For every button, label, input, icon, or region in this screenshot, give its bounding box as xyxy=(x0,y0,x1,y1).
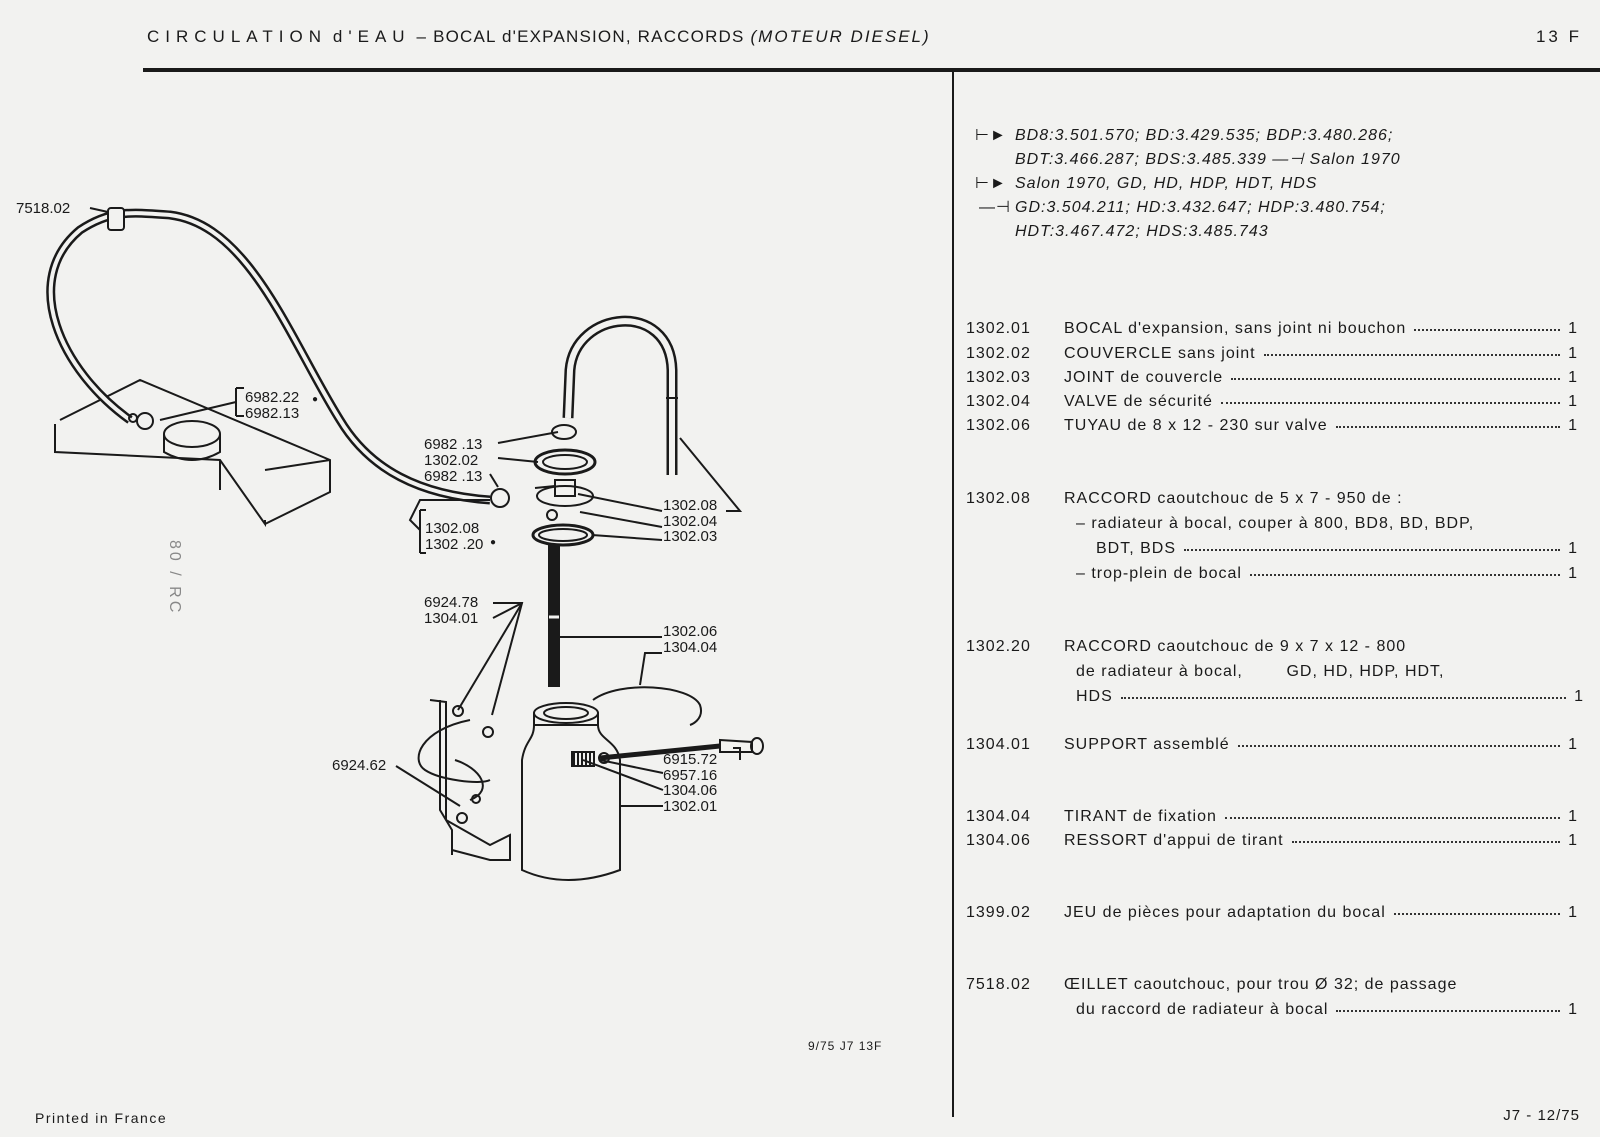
callout-1302-01: 1302.01 xyxy=(663,798,718,815)
part-desc: JOINT de couvercle xyxy=(1064,369,1224,386)
part-desc: COUVERCLE sans joint xyxy=(1064,345,1256,362)
part-ref: 1304.06 xyxy=(966,832,1031,849)
serial-text: Salon 1970, GD, HD, HDP, HDT, HDS xyxy=(1015,175,1318,192)
part-ref: 1304.04 xyxy=(966,808,1031,825)
page-title xyxy=(147,27,931,47)
part-desc: RACCORD caoutchouc de 5 x 7 - 950 de : xyxy=(1064,490,1403,507)
title-eau: d'EAU xyxy=(332,27,411,46)
part-ref: 1399.02 xyxy=(966,904,1031,921)
part-desc: RACCORD caoutchouc de 9 x 7 x 12 - 800 xyxy=(1064,638,1407,655)
part-ref: 1302.03 xyxy=(966,369,1031,386)
part-desc: RESSORT d'appui de tirant xyxy=(1064,832,1284,849)
part-ref: 1302.06 xyxy=(966,417,1031,434)
callout-6982-13-radiator: 6982.13 xyxy=(245,405,300,422)
column-divider xyxy=(952,72,954,1117)
part-desc: SUPPORT assemblé xyxy=(1064,736,1230,753)
callout-1302-04: 1302.04 xyxy=(663,513,718,530)
title-bocal: – BOCAL d'EXPANSION, RACCORDS xyxy=(410,27,751,46)
serial-row xyxy=(975,196,1401,220)
start-arrow-icon: ⊢► xyxy=(975,175,1007,192)
serial-row xyxy=(975,220,1401,244)
list-item xyxy=(966,320,1578,345)
list-item xyxy=(966,808,1578,833)
edition-code: J7 - 12/75 xyxy=(1503,1107,1580,1124)
part-desc: BOCAL d'expansion, sans joint ni bouchon xyxy=(1064,320,1407,337)
part-ref: 1302.02 xyxy=(966,345,1031,362)
callout-1304-06: 1304.06 xyxy=(663,782,718,799)
part-qty: 1 xyxy=(1568,393,1578,410)
part-desc-line: – radiateur à bocal, couper à 800, BD8, BD, BDP, xyxy=(1076,515,1475,532)
serial-text: BDT:3.466.287; BDS:3.485.339 —⊣ Salon 1970 xyxy=(1015,151,1401,168)
serial-text: GD:3.504.211; HD:3.432.647; HDP:3.480.754; xyxy=(1015,199,1386,216)
part-qty: 1 xyxy=(1568,736,1578,753)
part-desc-line: HDS xyxy=(1076,688,1113,705)
serial-text: BD8:3.501.570; BD:3.429.535; BDP:3.480.286; xyxy=(1015,127,1394,144)
list-item xyxy=(966,736,1578,761)
part-qty: 1 xyxy=(1568,832,1578,849)
part-desc: ŒILLET caoutchouc, pour trou Ø 32; de passage xyxy=(1064,976,1458,993)
part-qty: 1 xyxy=(1568,540,1578,557)
list-item xyxy=(966,976,1578,1026)
callout-1304-01: 1304.01 xyxy=(424,610,479,627)
list-item xyxy=(966,345,1578,370)
part-qty: 1 xyxy=(1568,904,1578,921)
title-engine-type: (MOTEUR DIESEL) xyxy=(750,27,931,46)
callout-1302-20: 1302 .20 xyxy=(425,536,484,553)
list-item xyxy=(966,904,1578,929)
callout-1304-04: 1304.04 xyxy=(663,639,718,656)
part-qty: 1 xyxy=(1568,417,1578,434)
callout-6982-22: 6982.22 xyxy=(245,389,300,406)
part-desc-line: BDT, BDS xyxy=(1096,540,1177,557)
page-number: 13 F xyxy=(1535,27,1582,46)
part-desc-line: du raccord de radiateur à bocal xyxy=(1076,1001,1329,1018)
list-item xyxy=(966,490,1578,590)
part-qty: 1 xyxy=(1568,345,1578,362)
part-qty: 1 xyxy=(1568,1001,1578,1018)
serial-applicability xyxy=(975,124,1401,244)
print-code: 9/75 J7 13F xyxy=(808,1039,883,1053)
part-qty: 1 xyxy=(1568,808,1578,825)
part-desc-line: – trop-plein de bocal xyxy=(1076,565,1242,582)
list-item xyxy=(966,417,1578,442)
part-desc: TUYAU de 8 x 12 - 230 sur valve xyxy=(1064,417,1328,434)
printed-in: Printed in France xyxy=(35,1110,168,1126)
callout-1302-08-right: 1302.08 xyxy=(663,497,718,514)
part-desc-line: de radiateur à bocal, GD, HD, HDP, HDT, xyxy=(1076,663,1445,680)
callout-1302-08-left: 1302.08 xyxy=(425,520,480,537)
part-ref: 7518.02 xyxy=(966,976,1031,993)
callout-6982-13-top: 6982 .13 xyxy=(424,436,483,453)
bullet-6982-22: ● xyxy=(312,394,319,405)
callout-7518-02: 7518.02 xyxy=(16,200,71,217)
callout-1302-02: 1302.02 xyxy=(424,452,479,469)
callout-6982-13-hose: 6982 .13 xyxy=(424,468,483,485)
part-desc: TIRANT de fixation xyxy=(1064,808,1217,825)
list-item xyxy=(966,638,1584,713)
serial-text: HDT:3.467.472; HDS:3.485.743 xyxy=(1015,223,1269,240)
part-desc: JEU de pièces pour adaptation du bocal xyxy=(1064,904,1386,921)
part-qty: 1 xyxy=(1568,369,1578,386)
list-item xyxy=(966,369,1578,394)
callout-6924-62: 6924.62 xyxy=(332,757,387,774)
part-ref: 1302.08 xyxy=(966,490,1031,507)
part-qty: 1 xyxy=(1574,688,1584,705)
part-ref: 1304.01 xyxy=(966,736,1031,753)
part-ref: 1302.20 xyxy=(966,638,1031,655)
part-ref: 1302.04 xyxy=(966,393,1031,410)
start-arrow-icon: ⊢► xyxy=(975,127,1007,144)
part-qty: 1 xyxy=(1568,320,1578,337)
part-ref: 1302.01 xyxy=(966,320,1031,337)
end-arrow-icon: —⊣ xyxy=(979,199,1011,216)
list-item xyxy=(966,393,1578,418)
serial-row xyxy=(975,124,1401,148)
serial-row xyxy=(975,172,1401,196)
callout-6924-78: 6924.78 xyxy=(424,594,479,611)
margin-note: 80 / RC xyxy=(166,540,183,616)
list-item xyxy=(966,832,1578,857)
serial-row xyxy=(975,148,1401,172)
title-circulation: CIRCULATION xyxy=(147,27,327,46)
callout-1302-06: 1302.06 xyxy=(663,623,718,640)
exploded-diagram xyxy=(0,72,950,1072)
callout-6957-16: 6957.16 xyxy=(663,767,718,784)
part-qty: 1 xyxy=(1568,565,1578,582)
callout-6915-72: 6915.72 xyxy=(663,751,718,768)
part-desc: VALVE de sécurité xyxy=(1064,393,1213,410)
callout-1302-03: 1302.03 xyxy=(663,528,718,545)
bullet-1302-20: ● xyxy=(490,537,497,548)
